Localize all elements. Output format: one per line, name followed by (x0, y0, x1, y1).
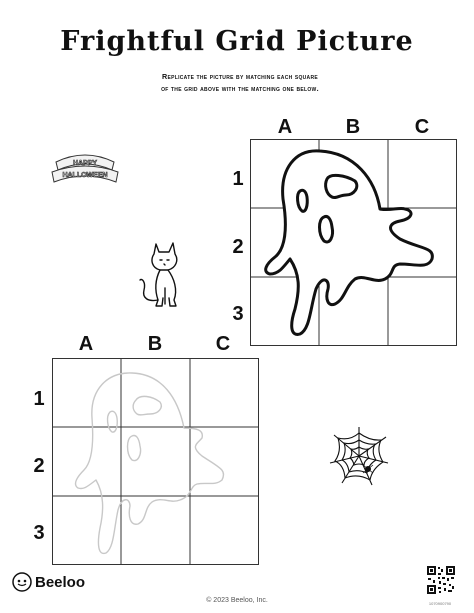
bottom-grid (52, 358, 259, 565)
bottom-row-label-2: 2 (33, 455, 45, 477)
top-column-label-b: B (345, 116, 361, 138)
instructions-line-2: of the grid above with the matching one below. (161, 84, 319, 93)
beeloo-logo-icon (12, 572, 32, 592)
happy-halloween-badge (50, 146, 120, 186)
bottom-column-label-c: C (215, 333, 231, 355)
bottom-grid-lines (52, 358, 259, 565)
top-row-label-2: 2 (232, 236, 244, 258)
spiderweb-icon (328, 425, 390, 487)
qr-code-icon (426, 565, 456, 595)
bottom-column-label-b: B (147, 333, 163, 355)
badge-happy-text: HAPPY (72, 160, 98, 167)
bottom-column-label-a: A (78, 333, 94, 355)
brand-name: Beeloo (35, 574, 86, 591)
top-column-label-c: C (414, 116, 430, 138)
faint-ghost-icon (76, 373, 224, 554)
ghost-icon (266, 151, 433, 335)
instructions-line-1: Replicate the picture by matching each square (161, 72, 319, 81)
bottom-row-label-3: 3 (33, 522, 45, 544)
top-grid (250, 139, 457, 346)
instructions (60, 71, 420, 95)
badge-halloween-text: HALLOWEEN (62, 172, 108, 179)
cat-icon (138, 238, 190, 310)
document-code: 1070900790 (428, 601, 452, 606)
top-row-label-3: 3 (232, 303, 244, 325)
top-column-label-a: A (277, 116, 293, 138)
page-title: Frightful Grid Picture (60, 26, 414, 57)
bottom-row-label-1: 1 (33, 388, 45, 410)
top-row-label-1: 1 (232, 168, 244, 190)
copyright: © 2023 Beeloo, Inc. (206, 597, 268, 604)
